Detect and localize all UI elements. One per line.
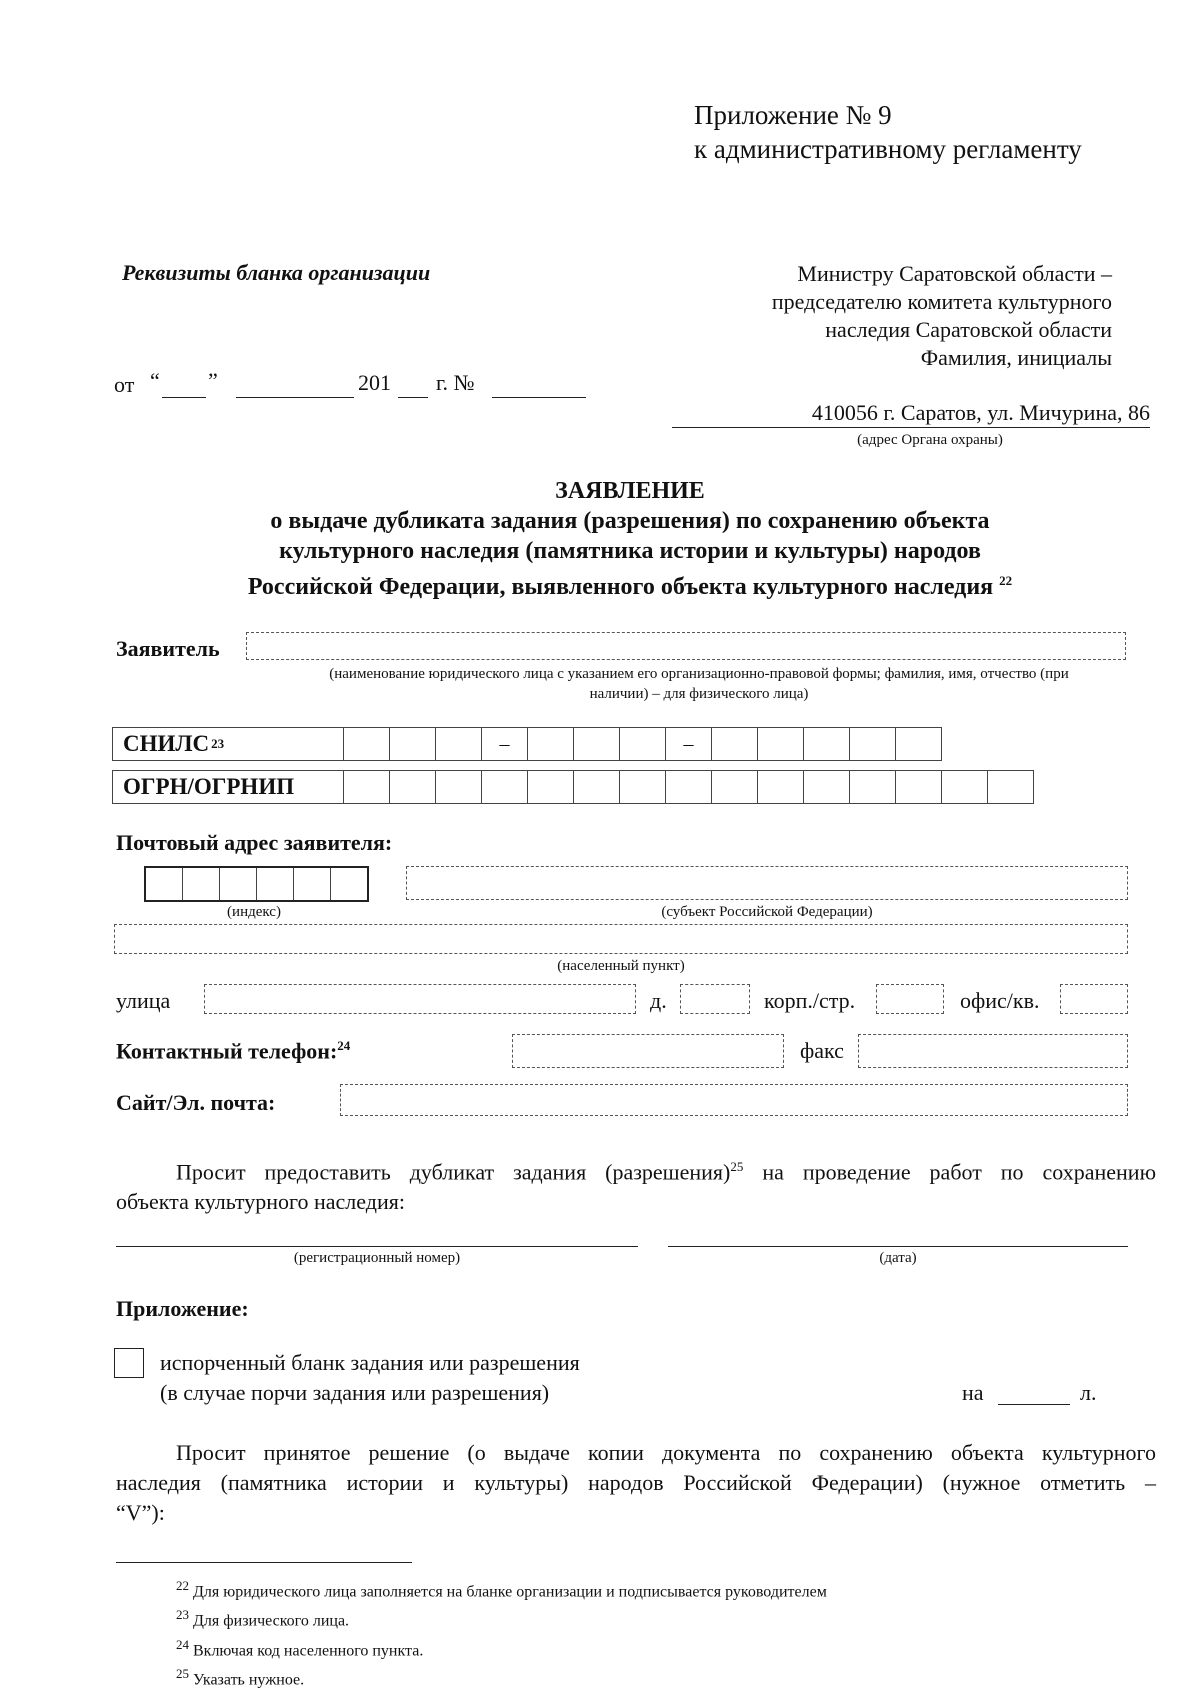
addressee-block	[660, 260, 1112, 372]
authority-address-caption: (адрес Органа охраны)	[857, 432, 1003, 448]
ogrn-cell[interactable]	[574, 770, 620, 804]
snils-ref: 23	[211, 736, 225, 751]
addressee-line-2: председателю комитета культурного	[771, 289, 1112, 314]
authority-address: 410056 г. Саратов, ул. Мичурина, 86	[811, 400, 1150, 425]
snils-cell[interactable]	[436, 727, 482, 761]
title-main: ЗАЯВЛЕНИЕ	[555, 478, 705, 504]
fax-input[interactable]	[858, 1034, 1128, 1068]
ogrn-cell[interactable]	[758, 770, 804, 804]
snils-cell[interactable]	[344, 727, 390, 761]
month-field[interactable]	[236, 397, 354, 398]
snils-cell[interactable]	[758, 727, 804, 761]
subject-input[interactable]	[406, 866, 1128, 900]
applicant-caption-1: (наименование юридического лица с указанием его организационно-правовой формы; фамилия, имя, отчество (при	[329, 666, 1069, 682]
site-input[interactable]	[340, 1084, 1128, 1116]
snils-dash: –	[666, 727, 712, 761]
phone-ref: 24	[337, 1038, 351, 1053]
request-2-line-2: наследия (памятника истории и культуры) народов Российской Федерации) (нужное отметить –	[116, 1470, 1156, 1495]
building-label: корп./стр.	[764, 988, 856, 1013]
building-input[interactable]	[876, 984, 944, 1014]
date-year: 201	[358, 370, 391, 395]
phone-label: Контактный телефон:$^{24}$	[116, 1038, 351, 1064]
reg-date-field[interactable]	[668, 1246, 1128, 1247]
snils-cell[interactable]	[620, 727, 666, 761]
footnotes	[176, 1574, 827, 1691]
ogrn-cell[interactable]	[436, 770, 482, 804]
snils-cell[interactable]	[850, 727, 896, 761]
appendix-item-1: испорченный бланк задания или разрешения	[160, 1350, 580, 1375]
title-line-3: Российской Федерации, выявленного объекта культурного наследия	[247, 574, 994, 600]
reg-number-caption: (регистрационный номер)	[293, 1250, 461, 1266]
applicant-caption	[246, 664, 1152, 704]
reg-number-field[interactable]	[116, 1246, 638, 1247]
ogrn-cell[interactable]	[712, 770, 758, 804]
applicant-input[interactable]	[246, 632, 1126, 660]
footnote-25: $^{25}$ Указать нужное.	[176, 1665, 305, 1689]
ogrn-cell[interactable]	[528, 770, 574, 804]
ogrn-cell[interactable]	[896, 770, 942, 804]
index-cell[interactable]	[146, 868, 183, 900]
ogrn-cell[interactable]	[942, 770, 988, 804]
ogrn-cell[interactable]	[390, 770, 436, 804]
request-2-line-3: “V”):	[116, 1500, 165, 1525]
snils-dash: –	[482, 727, 528, 761]
index-cell[interactable]	[294, 868, 331, 900]
snils-cell[interactable]	[390, 727, 436, 761]
request-1	[116, 1152, 1156, 1217]
appendix-sheets: л.	[1080, 1380, 1097, 1405]
phone-input[interactable]	[512, 1034, 784, 1068]
fax-label: факс	[800, 1038, 844, 1063]
requisites-label: Реквизиты бланка организации	[122, 260, 431, 285]
ogrn-cell[interactable]	[344, 770, 390, 804]
snils-row	[112, 727, 942, 761]
ogrn-cell[interactable]	[666, 770, 712, 804]
request-2-line-1: Просит принятое решение (о выдаче копии документа по сохранению объекта культурного	[176, 1440, 1156, 1465]
index-cell[interactable]	[257, 868, 294, 900]
appendix-line-2: к административному регламенту	[694, 134, 1082, 164]
appendix-on: на	[962, 1380, 984, 1405]
ogrn-cell[interactable]	[620, 770, 666, 804]
footnote-23: $^{23}$ Для физического лица.	[176, 1607, 350, 1630]
addressee-line-4: Фамилия, инициалы	[920, 345, 1112, 370]
ogrn-cell[interactable]	[804, 770, 850, 804]
reg-date-caption: (дата)	[879, 1250, 917, 1266]
index-caption: (индекс)	[227, 904, 281, 920]
snils-cell[interactable]	[896, 727, 942, 761]
applicant-caption-2: наличии) – для физического лица)	[589, 686, 809, 702]
date-quote-open: “	[150, 368, 160, 393]
request-1-text-c: объекта культурного наследия:	[116, 1189, 405, 1215]
ogrn-cell[interactable]	[482, 770, 528, 804]
snils-cell[interactable]	[528, 727, 574, 761]
ogrn-label: ОГРН/ОГРНИП	[112, 770, 344, 804]
index-cell[interactable]	[331, 868, 367, 900]
addressee-line-1: Министру Саратовской области –	[797, 261, 1112, 286]
title-line-1: о выдаче дубликата задания (разрешения) по сохранению объекта	[270, 508, 990, 534]
snils-label: СНИЛС 23	[112, 727, 344, 761]
request-2	[116, 1438, 1156, 1528]
authority-address-line	[672, 427, 1150, 428]
subject-caption: (субъект Российской Федерации)	[661, 904, 873, 920]
request-1-ref: 25	[730, 1159, 744, 1174]
snils-cell[interactable]	[804, 727, 850, 761]
appendix-line-1: Приложение № 9	[694, 100, 892, 130]
year-field[interactable]	[398, 397, 428, 398]
applicant-label: Заявитель	[116, 636, 220, 661]
request-1-text-b: на проведение работ по сохранению	[743, 1159, 1157, 1185]
house-input[interactable]	[680, 984, 750, 1014]
date-from: от	[114, 372, 135, 397]
index-field	[144, 866, 369, 902]
street-label: улица	[116, 988, 171, 1013]
office-label: офис/кв.	[960, 988, 1040, 1013]
footnote-24: $^{24}$ Включая код населенного пункта.	[176, 1636, 424, 1659]
appendix-checkbox[interactable]	[114, 1348, 144, 1378]
snils-cell[interactable]	[574, 727, 620, 761]
house-label: д.	[650, 988, 667, 1013]
index-cell[interactable]	[183, 868, 220, 900]
postal-label: Почтовый адрес заявителя:	[116, 830, 393, 855]
day-field[interactable]	[162, 397, 206, 398]
site-label: Сайт/Эл. почта:	[116, 1090, 276, 1115]
snils-cell[interactable]	[712, 727, 758, 761]
index-cell[interactable]	[220, 868, 257, 900]
appendix-label: Приложение:	[116, 1296, 249, 1321]
title-footnote-ref: 22	[999, 573, 1013, 588]
number-field[interactable]	[492, 397, 586, 398]
locality-input[interactable]	[114, 924, 1128, 954]
sheets-count-field[interactable]	[998, 1404, 1070, 1405]
title-block	[130, 476, 1130, 602]
date-quote-close: ”	[208, 368, 218, 393]
ogrn-cell[interactable]	[850, 770, 896, 804]
office-input[interactable]	[1060, 984, 1128, 1014]
request-1-text-a: Просит предоставить дубликат задания (разрешения)	[176, 1159, 731, 1185]
footnote-separator	[116, 1562, 412, 1563]
date-number-label: г. №	[436, 370, 475, 395]
addressee-line-3: наследия Саратовской области	[825, 317, 1112, 342]
title-line-2: культурного наследия (памятника истории и культуры) народов	[279, 538, 981, 564]
ogrn-cell[interactable]	[988, 770, 1034, 804]
appendix-item-2: (в случае порчи задания или разрешения)	[160, 1380, 550, 1405]
footnote-22: $^{22}$ Для юридического лица заполняется на бланке организации и подписывается руководителем	[176, 1578, 827, 1601]
ogrn-row	[112, 770, 1034, 804]
street-input[interactable]	[204, 984, 636, 1014]
locality-caption: (населенный пункт)	[557, 958, 685, 974]
